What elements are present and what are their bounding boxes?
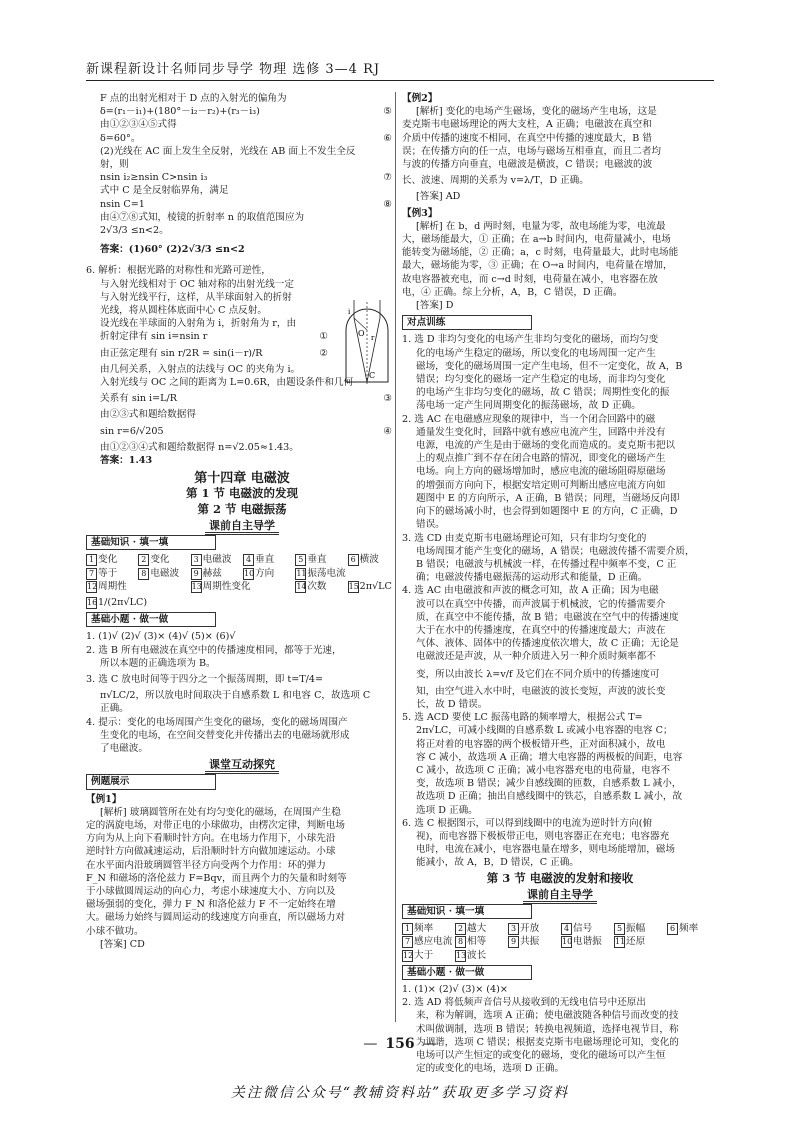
text-line: [解析] 在 b，d 两时刻，电量为零，故电场能为零，电流最 bbox=[416, 220, 666, 232]
subsection-box: 基础小题 · 做一做 bbox=[86, 612, 216, 627]
fill-item: 3 开放 bbox=[508, 922, 559, 935]
example-label: 【例2】 bbox=[402, 93, 438, 104]
text-line: 气体、液体、固体中的传播速度依次增大，故 C 正确；无论是 bbox=[416, 638, 679, 650]
svg-text:C: C bbox=[369, 371, 376, 380]
subsection-box: 对点训练 bbox=[402, 315, 532, 330]
fill-item: 11振荡电流 bbox=[296, 567, 346, 579]
subsection-box: 基础小题 · 做一做 bbox=[402, 965, 532, 980]
answer-line: 答案：1.43 bbox=[100, 455, 153, 467]
subsection-box: 基础知识 · 填一填 bbox=[402, 904, 532, 919]
fill-item: 12大于 bbox=[403, 949, 434, 961]
text-line: [解析] 玻璃圆管所在处有均匀变化的磁场，在周围产生稳 bbox=[100, 806, 341, 818]
text-line: 1. (1)√ (2)√ (3)× (4)√ (5)× (6)√ bbox=[86, 631, 236, 643]
left-column bbox=[86, 92, 398, 951]
problem-6 bbox=[86, 264, 334, 359]
text-line: 4. 提示：变化的电场周围产生变化的磁场，变化的磁场周围产 bbox=[86, 716, 348, 728]
text-line: B 错误；电磁波与机械波一样，在传播过程中频率不变，C 正 bbox=[416, 558, 677, 570]
section-banner: 课前自主导学 bbox=[402, 888, 718, 901]
text-line: 错误；均匀变化的磁场一定产生稳定的电场，而非均匀变化 bbox=[416, 374, 666, 386]
text-line: 与入射光线平行，这样，从半球面射入的折射 bbox=[100, 291, 292, 303]
text-line: 通量发生变化时，回路中就有感应电流产生，回路中并没有 bbox=[416, 426, 666, 438]
text-line: 误；在传播方向的任一点，电场与磁场互相垂直，而且二者均 bbox=[402, 145, 662, 157]
fill-item: 14次数 bbox=[296, 580, 327, 592]
text-line: (2)光线在 AC 面上发生全反射，光线在 AB 面上不发生全反 bbox=[100, 145, 356, 157]
fill-item: 1 频率 bbox=[402, 922, 453, 935]
text-line: 质，在真空中不能传播，故 B 错；电磁波在空气中的传播速度 bbox=[416, 611, 679, 623]
fill-item bbox=[667, 935, 718, 948]
fill-item: 13周期性变化 bbox=[191, 580, 251, 592]
text-line: 定的涡旋电场，对带正电的小球做功，由楞次定律，判断电场 bbox=[86, 819, 346, 831]
fill-item: 4 垂直 bbox=[243, 553, 293, 566]
text-line: 生变化的电场，在空间交替变化并传播出去的电磁场就形成 bbox=[100, 729, 350, 741]
equation-line: sin r=6/√205 ④ bbox=[100, 425, 392, 437]
answer-line: [答案] AD bbox=[416, 191, 461, 203]
text-line: 题图中 E 的方向所示，A 正确，B 错误；同理，当磁场反向即 bbox=[416, 492, 680, 504]
text-line: 由几何关系，入射点的法线与 OC 的夹角为 i。 bbox=[100, 363, 301, 375]
text-line: 电磁波还是声波，从一种介质进入另一种介质时频率都不 bbox=[416, 651, 656, 663]
svg-text:r: r bbox=[371, 334, 375, 342]
text-line: 于小球做圆周运动的向心力，考虑小球速度大小、方向以及 bbox=[86, 885, 336, 897]
fill-item: 2 变化 bbox=[138, 553, 188, 566]
text-line: 确；电磁波传播电磁振荡的运动形式和能量，D 正确。 bbox=[416, 572, 648, 584]
header-rule bbox=[86, 80, 714, 81]
text-line: 大于在水中的传播速度，在真空中的传播速度最大；声波在 bbox=[416, 624, 666, 636]
text-line: 由①②③④⑤式得 bbox=[100, 119, 177, 131]
section-title: 第 1 节 电磁波的发现 bbox=[185, 486, 298, 501]
text-line: 正确。 bbox=[100, 703, 129, 715]
text-line: 3. 选 C 放电时间等于四分之一个振荡周期，即 t=T/4= bbox=[86, 673, 324, 685]
example-label: 【例3】 bbox=[402, 207, 438, 219]
text-line: 逆时针方向做减速运动，后沿顺时针方向做加速运动。小球 bbox=[86, 846, 336, 858]
text-line: F_N 和磁场的洛伦兹力 F=Bqv，而且两个力的矢量和时刻等 bbox=[86, 872, 347, 884]
text-line: 2√3/3 ≤n<2。 bbox=[100, 225, 169, 237]
fill-blank-grid bbox=[402, 922, 718, 962]
text-line: 向下的磁场减小时，也会得到如题图中 E 的方向，C 正确，D bbox=[416, 506, 678, 518]
text-line: 1. (1)× (2)√ (3)× (4)× bbox=[402, 984, 508, 995]
section-banner: 课前自主导学 bbox=[86, 519, 398, 532]
text-line: 波可以在真空中传播，而声波属于机械波，它的传播需要介 bbox=[416, 598, 666, 610]
text-line: 的电场产生非均匀变化的磁场，故 C 错误；周期性变化的振 bbox=[416, 387, 670, 399]
text-line: 选项 D 正确。 bbox=[416, 804, 478, 816]
text-line: 变，所以由波长 λ=v/f 及它们在不同介质中的传播速度可 bbox=[416, 668, 660, 680]
equation-line: nsin i₂≥nsin C>nsin i₃ ⑦ bbox=[100, 172, 392, 184]
text-line: 电，④ 正确。综上分析，A，B，C 错误，D 正确。 bbox=[402, 286, 623, 298]
fill-item: 2 越大 bbox=[455, 922, 506, 935]
text-line: 3. 选 CD 由麦克斯韦电磁场理论可知，只有非均匀变化的 bbox=[402, 532, 647, 544]
equation-line: 折射定律有 sin i=nsin r ① bbox=[100, 331, 328, 343]
text-line: 能转变为磁场能，② 正确；a，c 时刻，电荷量最大，此时电场能 bbox=[402, 247, 679, 259]
text-line: 故选项 D 正确；抽出自感线圈中的铁芯，自感系数 L 减小，故 bbox=[416, 791, 683, 803]
text-line: 2. 选 AD 将低频声音信号从接收到的无线电信号中还原出 bbox=[402, 997, 646, 1009]
text-line: 与波的传播方向垂直，电磁波是横波，C 错误；电磁波的波 bbox=[402, 159, 653, 171]
text-line: 视)，而电容器下极板带正电，则电容器正在充电；电容器充 bbox=[416, 830, 670, 842]
answer-line: [答案] CD bbox=[100, 938, 145, 950]
section-title: 第 3 节 电磁波的发射和接收 bbox=[486, 870, 634, 885]
text-line: 6. 解析：根据光路的对称性和光路可逆性， bbox=[86, 265, 271, 277]
text-line: 入射光线与 OC 之间的距离为 L=0.6R，由题设条件和几何 bbox=[100, 377, 354, 389]
text-line: F 点的出射光相对于 D 点的入射光的偏角为 bbox=[100, 93, 287, 104]
answer-line: 答案：(1)60° (2)2√3/3 ≤n<2 bbox=[100, 244, 245, 256]
right-column bbox=[402, 92, 718, 1075]
equation-line: 关系有 sin i=L/R ③ bbox=[100, 393, 392, 405]
equation-line: δ=(r₁－i₁)+(180°－i₂－r₂)+(r₃－i₃) ⑤ bbox=[100, 106, 392, 118]
subsection-box: 基础知识 · 填一填 bbox=[86, 535, 216, 550]
text-line: 由④⑦⑧式知，棱镜的折射率 n 的取值范围应为 bbox=[100, 211, 305, 223]
text-line: 电源，电流的产生是由于磁场的变化而造成的。麦克斯韦把以 bbox=[416, 440, 676, 452]
text-line: 故电容器被充电，而 c→d 时刻，电荷量在减小，电容器在放 bbox=[402, 273, 658, 285]
text-line: 2. 选 AC 在电磁感应现象的规律中，当一个闭合回路中的磁 bbox=[402, 413, 656, 425]
text-line: 大，磁场能最大，① 正确；在 a→b 时间内，电荷量减小，电场 bbox=[402, 234, 671, 246]
svg-text:i: i bbox=[348, 308, 351, 316]
text-line: [解析] 变化的电场产生磁场，变化的磁场产生电场，这是 bbox=[416, 106, 657, 118]
text-line: 由①②③④式和题给数据得 n=√2.05≈1.43。 bbox=[100, 441, 299, 453]
fill-item: 5 垂直 bbox=[295, 553, 345, 566]
text-line: 5. 选 ACD 要使 LC 振荡电路的频率增大，根据公式 T= bbox=[402, 712, 643, 724]
fill-item: 7 等于 bbox=[86, 567, 136, 580]
text-line: 由②③式和题给数据得 bbox=[100, 409, 196, 421]
fill-item: 161/(2π√LC) bbox=[87, 596, 148, 608]
fill-item: 10电谐振 bbox=[562, 936, 602, 948]
equation-line: nsin C=1 ⑧ bbox=[100, 198, 392, 210]
text-line: 设光线在半球面的入射角为 i，折射角为 r，由 bbox=[100, 318, 297, 330]
text-line: C 减小，故选项 C 正确；减小电容器充电的电荷量，电容不 bbox=[416, 764, 671, 776]
text-line: 电场。向上方向的磁场增加时，感应电流的磁场阻碍原磁场 bbox=[416, 466, 666, 478]
fill-item: 4 信号 bbox=[561, 922, 612, 935]
text-line: 2. 选 B 所有电磁波在真空中的传播速度相同，都等于光速， bbox=[86, 644, 342, 656]
fill-item: 9 共振 bbox=[508, 935, 559, 948]
text-line: 容 C 减小，故选项 A 正确；增大电容器的两极板的间距，电容 bbox=[416, 751, 683, 763]
text-line: 光线，将从圆柱体底面中心 C 点反射。 bbox=[100, 305, 267, 317]
text-line: π√LC/2，所以放电时间取决于自感系数 L 和电容 C，故选项 C bbox=[100, 690, 371, 702]
text-line: 长，故 D 错误。 bbox=[416, 698, 488, 710]
text-line: 电场可以产生恒定的或变化的磁场，变化的磁场可以产生恒 bbox=[416, 1050, 666, 1062]
text-line: 的增强而方向向下，根据安培定则可判断出感应电流方向如 bbox=[416, 479, 666, 491]
fill-blank-grid bbox=[86, 553, 398, 593]
text-line: 与入射光线相对于 OC 轴对称的出射光线一定 bbox=[100, 278, 294, 290]
text-line: 电时，电流在减小，电容器电量在增多，则电场能增加，磁场 bbox=[416, 844, 676, 856]
fill-item: 5 振幅 bbox=[614, 922, 665, 935]
text-line: 化的电场产生稳定的磁场，所以变化的电场周围一定产生 bbox=[416, 347, 656, 359]
answer-line: [答案] D bbox=[416, 300, 454, 312]
equation-line: δ=60°。 ⑥ bbox=[100, 132, 392, 144]
page-header: 新课程新设计名师同步导学 物理 选修 3—4 RJ bbox=[86, 62, 381, 77]
subsection-box: 例题展示 bbox=[86, 774, 216, 789]
section-title: 第 2 节 电磁振荡 bbox=[197, 501, 287, 516]
text-line: 2π√LC，可减小线圈的自感系数 L 或减小电容器的电容 C； bbox=[416, 725, 673, 737]
chapter-title: 第十四章 电磁波 bbox=[194, 471, 290, 487]
text-line: 射，则 bbox=[100, 159, 129, 171]
text-line: 麦克斯韦电磁场理论的两大支柱，A 正确；电磁波在真空和 bbox=[402, 119, 652, 131]
text-line: 1. 选 D 非均匀变化的电场产生非均匀变化的磁场，而均匀变 bbox=[402, 334, 659, 346]
fill-item: 1 变化 bbox=[86, 553, 136, 566]
text-line: 介质中传播的速度不相同，在真空中传播的速度最大，B 错 bbox=[402, 132, 652, 144]
text-line: 将正对着的电容器的两个极板错开些，正对面积减小，故电 bbox=[416, 738, 666, 750]
fill-item: 9 赫兹 bbox=[191, 567, 241, 580]
fill-item: 6 频率 bbox=[667, 922, 718, 935]
text-line: 在水平面内沿玻璃圆管半径方向受两个力作用：环的弹力 bbox=[86, 859, 326, 871]
text-line: 能减小，故 A，B，D 错误，C 正确。 bbox=[416, 857, 579, 869]
section-banner: 课堂互动探究 bbox=[86, 758, 398, 771]
equation-line: 由正弦定理有 sin r/2R = sin(i－r)/R ② bbox=[100, 347, 328, 359]
fill-item: 10方向 bbox=[243, 567, 275, 579]
text-line: 定的或变化的电场，选项 D 正确。 bbox=[416, 1063, 565, 1075]
text-line: 为调谐，选项 C 错误；根据麦克斯韦电磁场理论可知，变化的 bbox=[416, 1036, 679, 1048]
svg-text:O: O bbox=[358, 329, 365, 338]
text-line: 知，由空气进入水中时，电磁波的波长变短，声波的波长变 bbox=[416, 685, 666, 697]
example-label: 【例1】 bbox=[86, 793, 122, 805]
text-line: 6. 选 C 根据图示，可以得到线圈中的电流为逆时针方向(俯 bbox=[402, 817, 653, 829]
page-number: — 156 — bbox=[0, 1036, 800, 1052]
footer-note: 关注微信公众号“教辅资料站”获取更多学习资料 bbox=[230, 1085, 570, 1101]
fill-item: 12周期性 bbox=[87, 580, 127, 592]
fill-item: 13波长 bbox=[456, 949, 487, 961]
text-line: 上的观点推广到不存在闭合电路的情况，即变化的磁场产生 bbox=[416, 453, 666, 465]
text-line: 术叫做调制，选项 B 错误；转换电视频道，选择电视节目，称 bbox=[416, 1023, 679, 1035]
text-line: 变，故选项 B 错误；减少自感线圈的匝数，自感系数 L 减小， bbox=[416, 778, 682, 790]
text-line: 错误。 bbox=[416, 519, 445, 531]
text-line: 来，称为解调，选项 A 正确；使电磁波随各种信号而改变的技 bbox=[416, 1010, 679, 1022]
fill-item: 8 电磁波 bbox=[138, 567, 188, 580]
text-line: 了电磁波。 bbox=[100, 742, 148, 754]
fill-item: 3 电磁波 bbox=[191, 553, 241, 566]
text-line: 方向为从上向下看顺时针方向。在电场力作用下，小球先沿 bbox=[86, 833, 336, 845]
text-line: 所以本题的正确选项为 B。 bbox=[100, 657, 216, 669]
fill-item: 11还原 bbox=[615, 936, 646, 948]
text-line: 磁场，变化的磁场周围一定产生电场，但不一定变化，故 A，B bbox=[416, 360, 683, 372]
fill-item: 8 相等 bbox=[455, 935, 506, 948]
text-line: 大。磁场力始终与圆周运动的线速度方向垂直，所以磁场力对 bbox=[86, 912, 346, 924]
text-line: 小球不做功。 bbox=[86, 925, 144, 937]
fill-item: 152π√LC bbox=[348, 580, 392, 592]
text-line: 磁场强弱的变化，弹力 F_N 和洛伦兹力 F 不一定始终在增 bbox=[86, 899, 336, 911]
text-line: 式中 C 是全反射临界角，满足 bbox=[100, 185, 229, 197]
text-line: 最大，磁场能为零，③ 正确；在 O→a 时间内，电荷量在增加， bbox=[402, 260, 673, 272]
text-line: 电场周围才能产生变化的磁场，A 错误；电磁波传播不需要介质， bbox=[416, 545, 695, 557]
fill-item: 6 横波 bbox=[348, 553, 398, 566]
fill-item: 7 感应电流 bbox=[402, 935, 453, 948]
text-line: 长、波速、周期的关系为 v=λ/T，D 正确。 bbox=[402, 175, 589, 187]
text-line: 荡电场一定产生同周期变化的振荡磁场，故 D 正确。 bbox=[416, 400, 641, 412]
text-line: 4. 选 AC 由电磁波和声波的概念可知，故 A 正确；因为电磁 bbox=[402, 585, 659, 597]
